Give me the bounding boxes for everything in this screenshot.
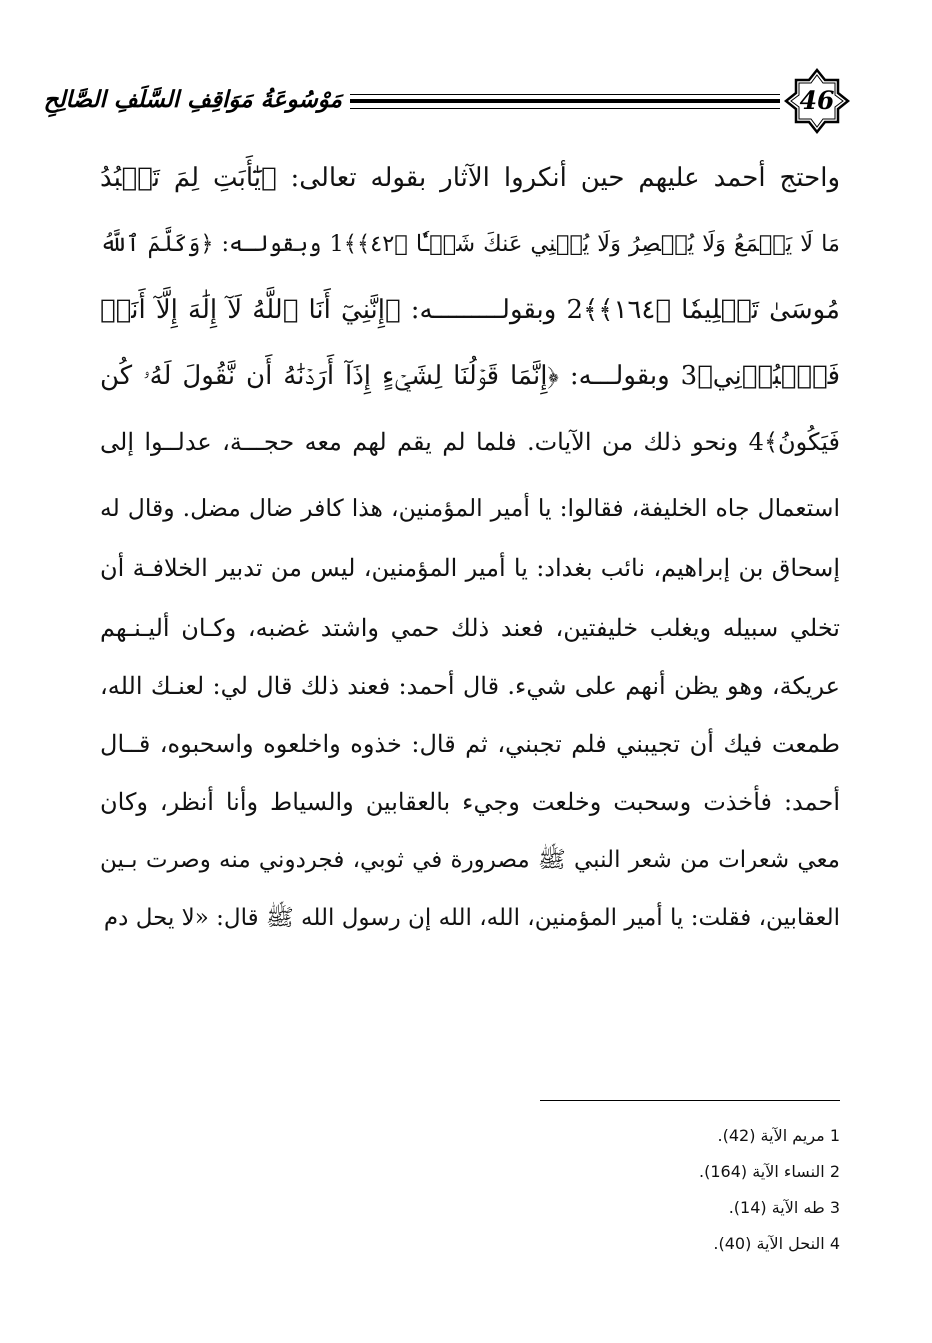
text-line: معي شعرات من شعر النبي ﷺ مصرورة في ثوبي، فجردوني منه وصرت بـين (100, 847, 840, 873)
text-line: إسحاق بن إبراهيم، نائب بغداد: يا أمير المؤمنين، ليس من تدبير الخلافـة أن (100, 554, 840, 582)
text-line: مَا لَا يَسۡمَعُ وَلَا يُبۡصِرُ وَلَا يُغۡنِي عَنكَ شَيۡـٔٗا ﴿٤٢﴾﴾1 وبقولـه: ﴿وَكَلَّمَ ٱللَّهُ (100, 231, 840, 257)
text-line: واحتج أحمد عليهم حين أنكروا الآثار بقوله تعالى: ﴿يَٰٓأَبَتِ لِمَ تَعۡبُدُ (100, 163, 840, 193)
text-line: فَٱعۡبُدۡنِي﴾3 وبقولـــه: ﴿إِنَّمَا قَوۡلُنَا لِشَيۡءٍ إِذَآ أَرَدۡنَٰهُ أَن نَّقُولَ لَهُۥ كُن (100, 361, 840, 391)
footnotes (480, 1118, 840, 1262)
header-rule-bottom (350, 108, 780, 109)
footnote: 3 طه الآية (14). (728, 1198, 840, 1217)
page-number: 46 (799, 86, 835, 115)
text-line: عريكة، وهو يظن أنهم على شيء. قال أحمد: فعند ذلك قال لي: لعنـك الله، (100, 672, 841, 700)
page-number-badge (784, 68, 850, 134)
text-line: مُوسَىٰ تَكۡلِيمٗا ﴿١٦٤﴾﴾2 وبقولـــــــــه: ﴿إِنَّنِيٓ أَنَا ٱللَّهُ لَآ إِلَٰهَ إِلَّآ أَنَا۠ (100, 295, 840, 325)
text-line: أحمد: فأخذت وسحبت وخلعت وجيء بالعقابين والسياط وأنا أنظر، وكان (100, 788, 840, 816)
footnote: 1 مريم الآية (42). (717, 1126, 840, 1145)
text-line: العقابين، فقلت: يا أمير المؤمنين، الله، الله إن رسول الله ﷺ قال: «لا يحل دم (103, 905, 840, 931)
footnote: 4 النحل الآية (40). (713, 1234, 840, 1253)
text-line: استعمال جاه الخليفة، فقالوا: يا أمير المؤمنين، هذا كافر ضال مضل. وقال له (100, 494, 840, 522)
text-line: طمعت فيك أن تجيبني فلم تجبني، ثم قال: خذوه واخلعوه واسحبوه، قــال (100, 730, 840, 758)
text-line: تخلي سبيله ويغلب خليفتين، فعند ذلك حمي واشتد غضبه، وكـان أليـنـهم (100, 614, 840, 642)
text-line: فَيَكُونُ﴾4 ونحو ذلك من الآيات. فلما لم يقم لهم معه حجـــة، عدلــوا إلى (100, 428, 840, 456)
book-title: مَوْسُوعَةُ مَوَاقِفِ السَّلَفِ الصَّالِحِ (43, 87, 342, 113)
header-rule-top (350, 94, 780, 95)
header-rule-thick (350, 99, 780, 103)
footnote: 2 النساء الآية (164). (699, 1162, 840, 1181)
footnote-divider (540, 1100, 840, 1101)
page-header (43, 68, 850, 134)
